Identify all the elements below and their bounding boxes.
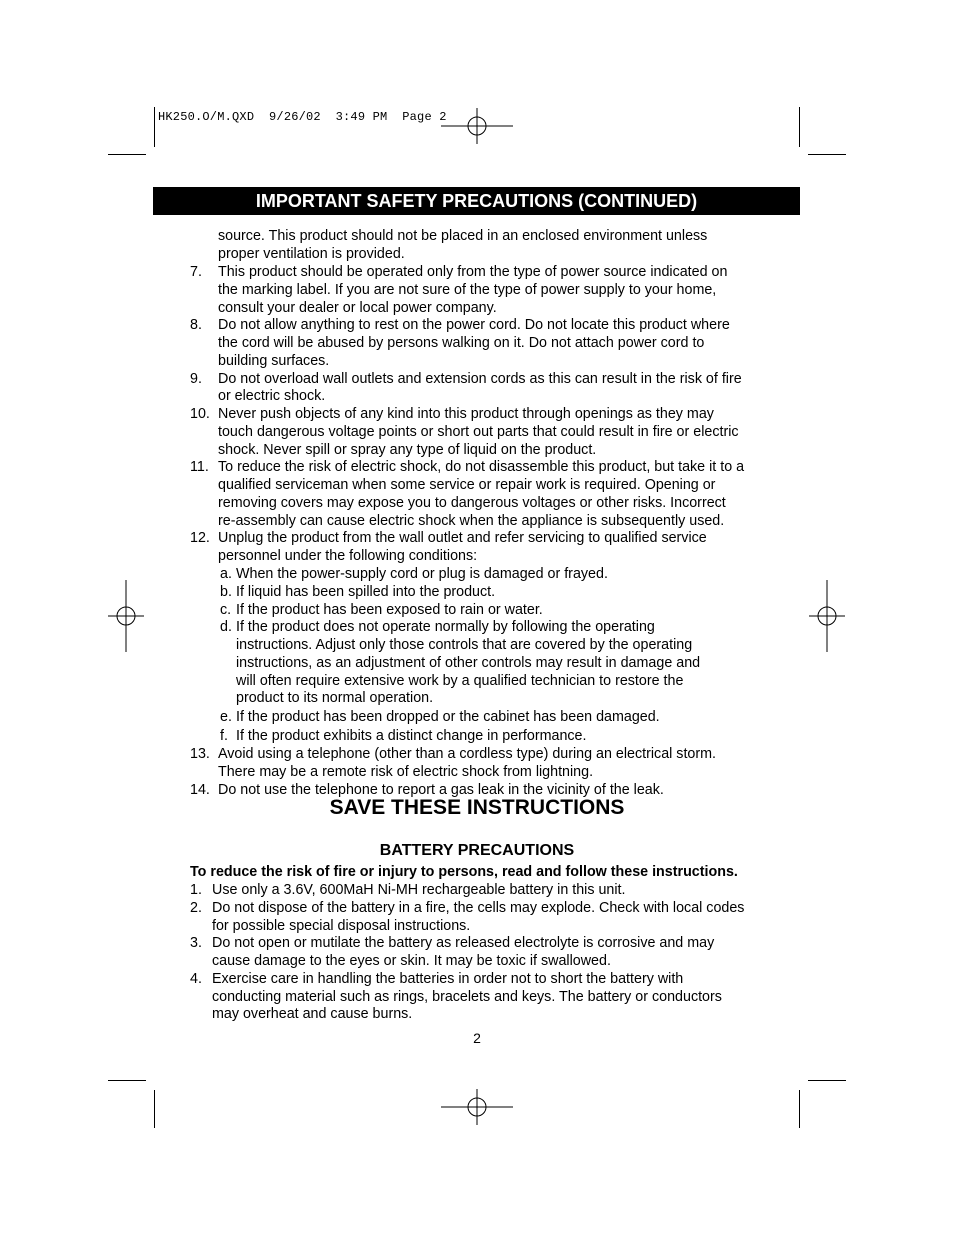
subitem-line: If liquid has been spilled into the product. xyxy=(236,584,496,600)
item-number: 7. xyxy=(190,264,202,280)
item-number: 10. xyxy=(190,406,210,422)
subitem-line: If the product exhibits a distinct change in performance. xyxy=(236,728,587,744)
item-line: or electric shock. xyxy=(218,388,326,404)
item-line: Unplug the product from the wall outlet and refer servicing to qualified service xyxy=(218,530,707,546)
battery-item-line: cause damage to the eyes or skin. It may be toxic if swallowed. xyxy=(212,953,611,969)
battery-item-line: Do not dispose of the battery in a fire, the cells may explode. Check with local codes xyxy=(212,900,745,916)
subitem-letter: b. xyxy=(220,584,232,600)
item-line: building surfaces. xyxy=(218,353,330,369)
subitem-line: If the product has been exposed to rain or water. xyxy=(236,602,543,618)
item-line: To reduce the risk of electric shock, do not disassemble this product, but take it to a xyxy=(218,459,745,475)
subitem-line: If the product does not operate normally by following the operating xyxy=(236,619,655,635)
subitem-letter: a. xyxy=(220,566,232,582)
intro-line: source. This product should not be placed in an enclosed environment unless xyxy=(218,228,708,244)
item-line: Do not overload wall outlets and extension cords as this can result in the risk of fire xyxy=(218,371,742,387)
battery-item-line: Do not open or mutilate the battery as released electrolyte is corrosive and may xyxy=(212,935,715,951)
crop-mark xyxy=(808,154,846,155)
item-line: Never push objects of any kind into this product through openings as they may xyxy=(218,406,714,422)
item-line: the cord will be abused by persons walking on it. Do not attach power cord to xyxy=(218,335,705,351)
battery-item-number: 3. xyxy=(190,935,202,951)
crop-mark xyxy=(154,107,155,147)
battery-item-line: Use only a 3.6V, 600MaH Ni-MH rechargeable battery in this unit. xyxy=(212,882,626,898)
registration-mark-icon xyxy=(791,580,863,652)
item-line: qualified serviceman when some service or repair work is required. Opening or xyxy=(218,477,716,493)
battery-item-line: conducting material such as rings, bracelets and keys. The battery or conductors xyxy=(212,989,722,1005)
subitem-letter: c. xyxy=(220,602,232,618)
battery-lead: To reduce the risk of fire or injury to persons, read and follow these instructions. xyxy=(190,864,738,880)
subitem-line: When the power-supply cord or plug is damaged or frayed. xyxy=(236,566,608,582)
subitem-letter: d. xyxy=(220,619,232,635)
subitem-letter: f. xyxy=(220,728,228,744)
registration-mark-icon xyxy=(90,580,162,652)
item-line: There may be a remote risk of electric shock from lightning. xyxy=(218,764,594,780)
registration-mark-icon xyxy=(441,1071,513,1143)
item-number: 8. xyxy=(190,317,202,333)
battery-item-number: 1. xyxy=(190,882,202,898)
battery-item-line: may overheat and cause burns. xyxy=(212,1006,413,1022)
subitem-line: instructions. Adjust only those controls that are covered by the operating xyxy=(236,637,693,653)
item-line: Do not use the telephone to report a gas leak in the vicinity of the leak. xyxy=(218,782,664,798)
item-line: removing covers may expose you to dangerous voltages or other risks. Incorrect xyxy=(218,495,726,511)
item-line: personnel under the following conditions: xyxy=(218,548,478,564)
item-line: shock. Never spill or spray any type of liquid on the product. xyxy=(218,442,597,458)
intro-line: proper ventilation is provided. xyxy=(218,246,405,262)
crop-mark xyxy=(799,1090,800,1128)
battery-item-number: 4. xyxy=(190,971,202,987)
crop-mark xyxy=(799,107,800,147)
item-number: 11. xyxy=(190,459,209,475)
subitem-letter: e. xyxy=(220,709,232,725)
item-line: re-assembly can cause electric shock when the appliance is subsequently used. xyxy=(218,513,725,529)
section-banner: IMPORTANT SAFETY PRECAUTIONS (CONTINUED) xyxy=(153,187,800,215)
subitem-line: instructions, as an adjustment of other controls may result in damage and xyxy=(236,655,701,671)
item-number: 9. xyxy=(190,371,202,387)
crop-mark xyxy=(108,1080,146,1081)
item-line: Do not allow anything to rest on the power cord. Do not locate this product where xyxy=(218,317,730,333)
subitem-line: will often require extensive work by a qualified technician to restore the xyxy=(236,673,684,689)
battery-heading: BATTERY PRECAUTIONS xyxy=(379,842,575,859)
print-slug: HK250.O/M.QXD 9/26/02 3:49 PM Page 2 xyxy=(158,110,447,124)
crop-mark xyxy=(808,1080,846,1081)
battery-item-line: Exercise care in handling the batteries in order not to short the battery with xyxy=(212,971,684,987)
item-number: 14. xyxy=(190,782,210,798)
subitem-line: If the product has been dropped or the cabinet has been damaged. xyxy=(236,709,660,725)
save-instructions-heading: SAVE THESE INSTRUCTIONS xyxy=(329,796,625,819)
item-line: touch dangerous voltage points or short out parts that could result in fire or electric xyxy=(218,424,739,440)
item-line: the marking label. If you are not sure of the type of power supply to your home, xyxy=(218,282,717,298)
item-number: 12. xyxy=(190,530,210,546)
page-number: 2 xyxy=(473,1030,481,1046)
subitem-line: product to its normal operation. xyxy=(236,690,434,706)
battery-item-line: for possible special disposal instructions. xyxy=(212,918,471,934)
item-line: consult your dealer or local power company. xyxy=(218,300,497,316)
crop-mark xyxy=(154,1090,155,1128)
item-number: 13. xyxy=(190,746,210,762)
registration-mark-icon xyxy=(441,90,513,162)
item-line: This product should be operated only from the type of power source indicated on xyxy=(218,264,728,280)
item-line: Avoid using a telephone (other than a cordless type) during an electrical storm. xyxy=(218,746,717,762)
crop-mark xyxy=(108,154,146,155)
battery-item-number: 2. xyxy=(190,900,202,916)
